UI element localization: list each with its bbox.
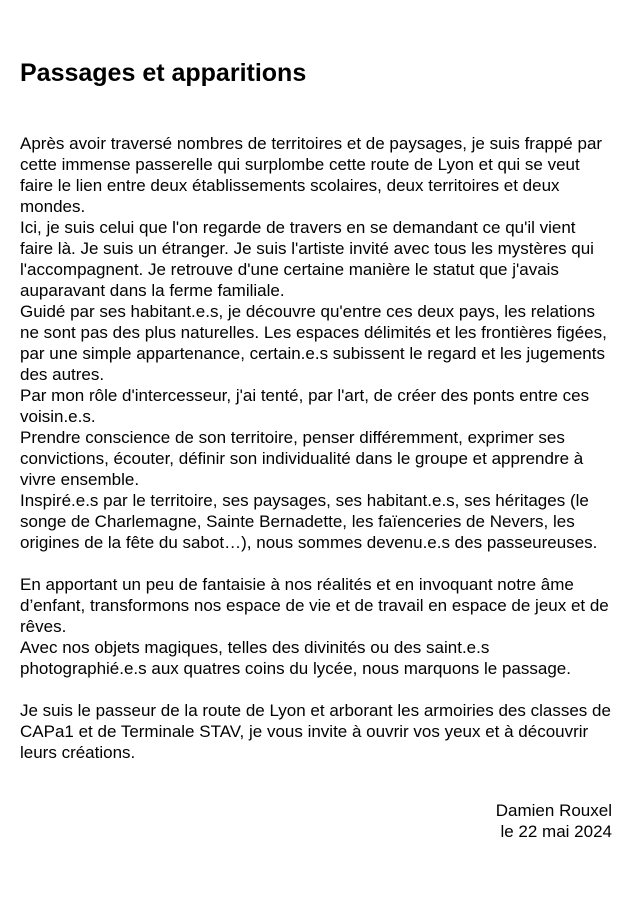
paragraph-passeur-conclusion: Je suis le passeur de la route de Lyon et arborant les armoiries des classes de CAPa1 et de Terminale STAV, je vous invite à ouvrir vos yeux et à découvrir leurs créations.: [20, 700, 611, 762]
paragraph-intro-passerelle: Après avoir traversé nombres de territoires et de paysages, je suis frappé par cette immense passerelle qui surplombe cette route de Lyon et qui se veut faire le lien entre deux établissements scolaires, deux territoires et deux mondes.: [20, 133, 603, 216]
page-title: Passages et apparitions: [20, 59, 307, 87]
paragraph-etranger: Ici, je suis celui que l'on regarde de travers en se demandant ce qu'il vient faire là. Je suis un étranger. Je suis l'artiste invité avec tous les mystères qui l'accompagnent. Je retrouve d'une certaine manière le statut que j'avais auparavant dans la ferme familiale.: [20, 217, 594, 300]
paragraph-fantaisie: En apportant un peu de fantaisie à nos réalités et en invoquant notre âme d’enfant, transformons nos espace de vie et de travail en espace de jeux et de rêves.: [20, 574, 609, 636]
paragraph-intercesseur: Par mon rôle d'intercesseur, j'ai tenté, par l'art, de créer des ponts entre ces voisin.e.s.: [20, 385, 590, 426]
signature-name: Damien Rouxel: [495, 800, 612, 820]
document-body: [20, 133, 612, 763]
paragraph-conscience: Prendre conscience de son territoire, penser différemment, exprimer ses convictions, écouter, définir son individualité dans le groupe et apprendre à vivre ensemble.: [20, 427, 584, 489]
signature-date: le 22 mai 2024: [500, 821, 612, 841]
paragraph-habitants: Guidé par ses habitant.e.s, je découvre qu'entre ces deux pays, les relations ne sont pas des plus naturelles. Les espaces délimités et les frontières figées, par une simple appartenance, certain.e.s subissent le regard et les jugements des autres.: [20, 301, 607, 384]
paragraph-objets-magiques: Avec nos objets magiques, telles des divinités ou des saint.e.s photographié.e.s aux quatres coins du lycée, nous marquons le passage.: [20, 637, 571, 678]
paragraph-inspires: Inspiré.e.s par le territoire, ses paysages, ses habitant.e.s, ses héritages (le songe de Charlemagne, Sainte Bernadette, les faïenceries de Nevers, les origines de la fête du sabot…), nous sommes devenu.e.s des passeureuses.: [20, 490, 598, 552]
signature-block: [20, 800, 612, 842]
